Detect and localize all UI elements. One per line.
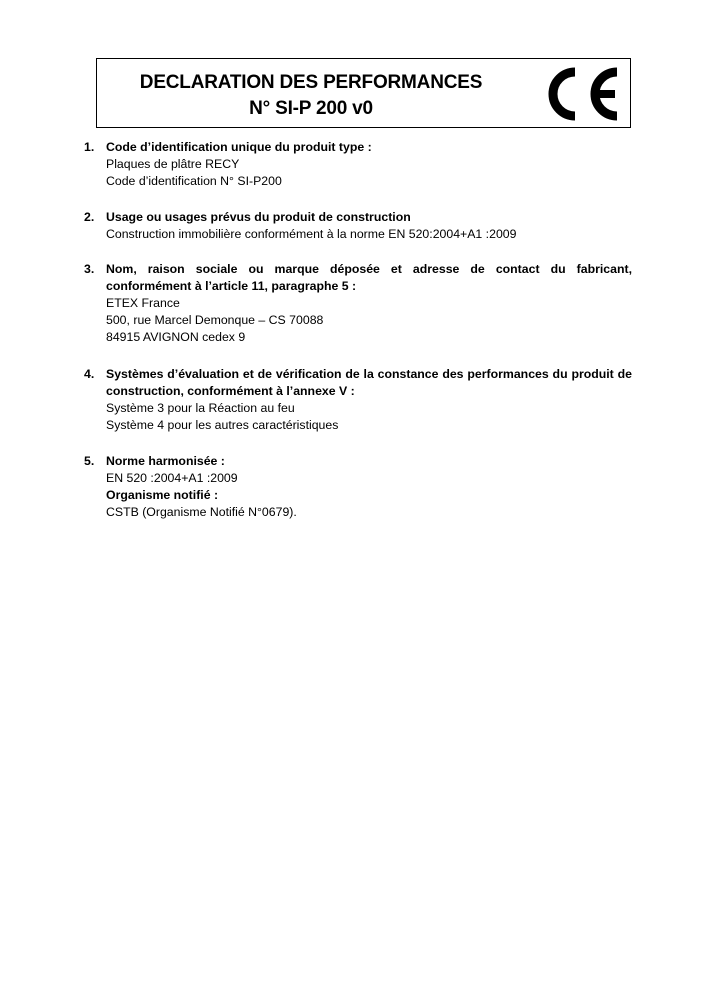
section-2 [84, 209, 632, 243]
section-1 [84, 139, 632, 190]
section-heading: Nom, raison sociale ou marque déposée et adresse de contact du fabricant, conformément à l’article 11, paragraphe 5 : [106, 262, 632, 293]
section-line: 500, rue Marcel Demonque – CS 70088 [106, 313, 324, 327]
section-line: ETEX France [106, 296, 180, 310]
section-heading: Norme harmonisée : [106, 454, 225, 468]
section-number: 2. [84, 210, 95, 224]
ce-mark-icon [533, 65, 627, 123]
section-line: Système 3 pour la Réaction au feu [106, 401, 295, 415]
section-heading: Systèmes d’évaluation et de vérification de la constance des performances du produit de construction, conformément à l’annexe V : [106, 367, 632, 398]
section-number: 3. [84, 262, 95, 276]
section-4 [84, 366, 632, 434]
section-subheading: Organisme notifié : [106, 488, 219, 502]
section-line: CSTB (Organisme Notifié N°0679). [106, 505, 297, 519]
section-line: Code d’identification N° SI-P200 [106, 174, 282, 188]
section-heading: Usage ou usages prévus du produit de construction [106, 210, 411, 224]
section-line: Plaques de plâtre RECY [106, 157, 240, 171]
section-line: 84915 AVIGNON cedex 9 [106, 330, 246, 344]
section-line: Système 4 pour les autres caractéristiques [106, 418, 339, 432]
document-header [96, 58, 631, 128]
section-line: EN 520 :2004+A1 :2009 [106, 471, 238, 485]
section-3 [84, 261, 632, 346]
section-5 [84, 453, 632, 521]
section-number: 4. [84, 367, 95, 381]
section-line: Construction immobilière conformément à la norme EN 520:2004+A1 :2009 [106, 227, 517, 241]
document-reference: N° SI-P 200 v0 [249, 98, 373, 119]
section-number: 1. [84, 140, 95, 154]
document-title: DECLARATION DES PERFORMANCES [139, 72, 483, 93]
section-number: 5. [84, 454, 95, 468]
section-heading: Code d’identification unique du produit type : [106, 140, 372, 154]
